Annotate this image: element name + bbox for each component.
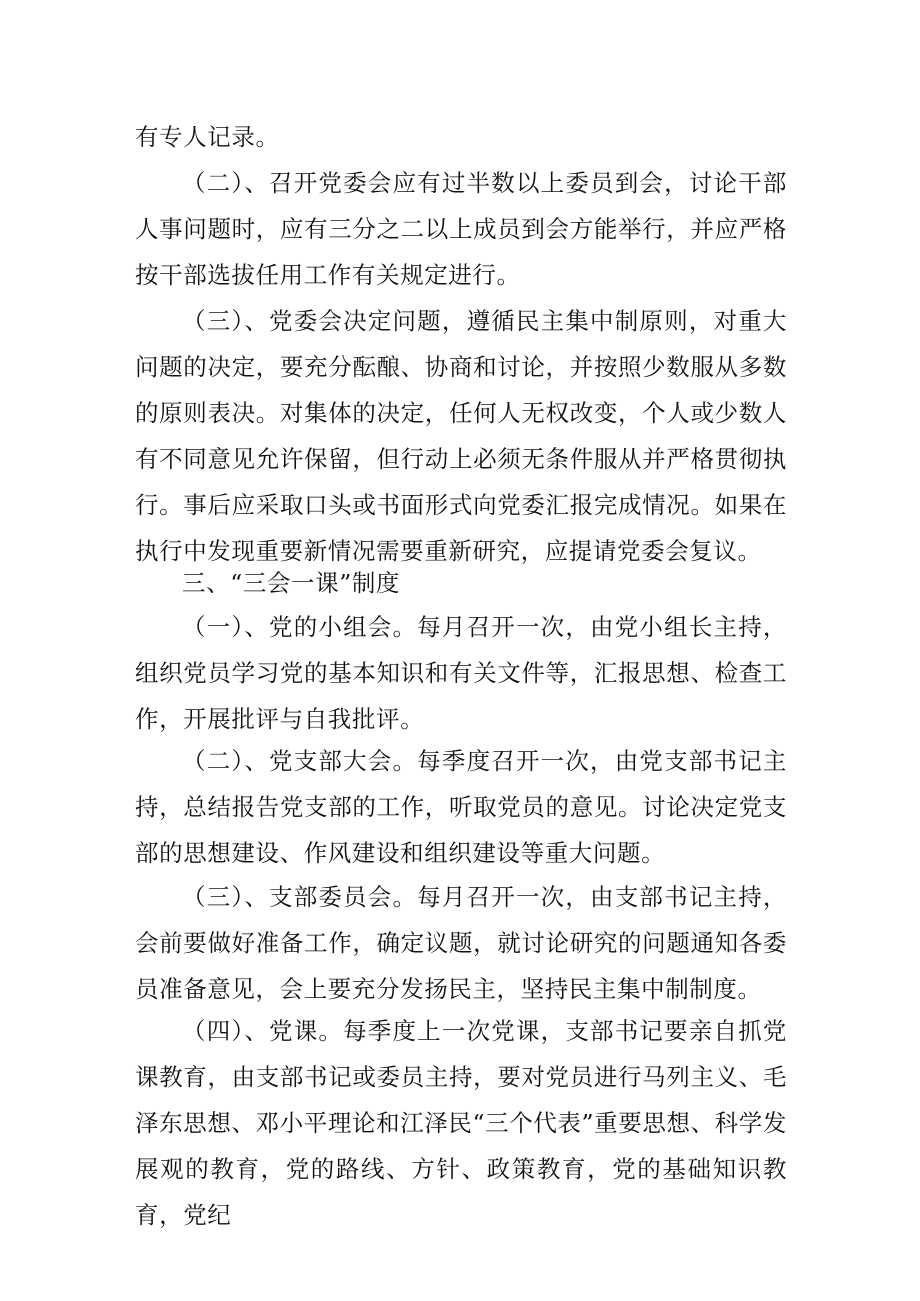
paragraph-party-lecture: （四）、党课。每季度上一次党课，支部书记要亲自抓党课教育，由支部书记或委员主持，要对党员进行马列主义、毛泽东思想、邓小平理论和江泽民“三个代表”重要思想、科学发展观的教育，党的路线、方针、政策教育，党的基础知识教育，党纪 [135, 1017, 787, 1229]
paragraph-group-meeting: （一）、党的小组会。每月召开一次，由党小组长主持，组织党员学习党的基本知识和有关文件等，汇报思想、检查工作，开展批评与自我批评。 [135, 613, 787, 733]
paragraph-branch-assembly: （二）、党支部大会。每季度召开一次，由党支部书记主持，总结报告党支部的工作，听取党员的意见。讨论决定党支部的思想建设、作风建设和组织建设等重大问题。 [135, 747, 787, 867]
paragraph-branch-committee: （三）、支部委员会。每月召开一次，由支部书记主持，会前要做好准备工作，确定议题，就讨论研究的问题通知各委员准备意见，会上要充分发扬民主，坚持民主集中制制度。 [135, 883, 787, 1003]
paragraph-two-quorum: （二）、召开党委会应有过半数以上委员到会，讨论干部人事问题时，应有三分之二以上成员到会方能举行，并应严格按干部选拔任用工作有关规定进行。 [135, 169, 787, 289]
section-heading-three-meetings: 三、“三会一课”制度 [182, 569, 401, 597]
paragraph-three-decisions: （三）、党委会决定问题，遵循民主集中制原则，对重大问题的决定，要充分酝酿、协商和讨论，并按照少数服从多数的原则表决。对集体的决定，任何人无权改变，个人或少数人有不同意见允许保留，但行动上必须无条件服从并严格贯彻执行。事后应采取口头或书面形式向党委汇报完成情况。如果在执行中发现重要新情况需要重新研究，应提请党委会复议。 [135, 307, 787, 565]
paragraph-continuation: 有专人记录。 [135, 123, 280, 151]
